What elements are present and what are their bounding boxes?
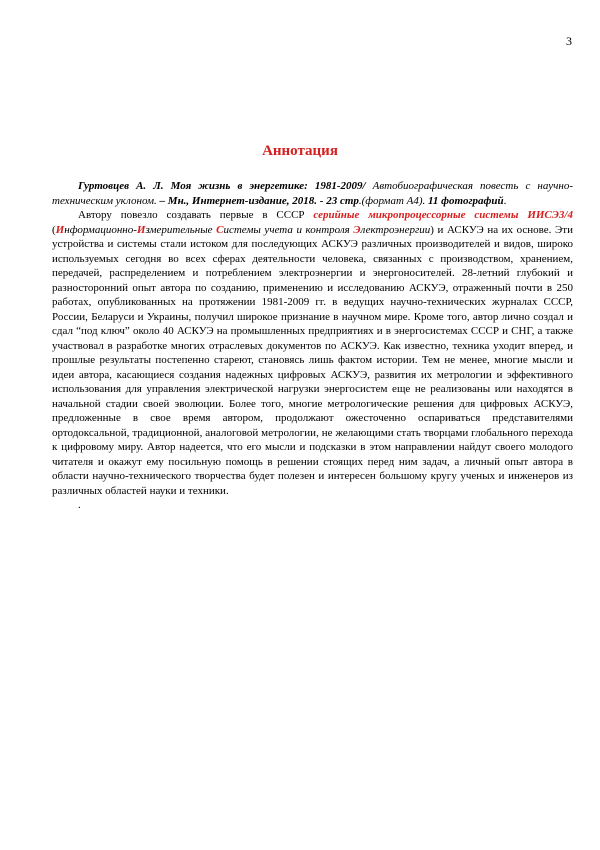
citation-subtitle: Автобиографическая повесть с научно-техническим уклоном. [52,180,573,207]
citation-photos: 11 фотографий [428,194,504,207]
abbr-letter-4: Э [353,223,361,236]
system-name-highlight: серийные микропроцессорные системы ИИСЭ3/4 [313,209,573,221]
abbr-rest-3: истемы учета и контроля [223,223,354,236]
citation-paragraph [52,179,573,208]
abbr-letter-1: И [55,223,65,236]
page-title: Аннотация [262,143,338,159]
citation-end: . [503,194,507,207]
citation-format: .(формат А4). [358,194,429,207]
abbr-letter-2: И [136,223,146,236]
abbreviation-expansion [56,224,431,236]
para-text-3: ) и АСКУЭ на их основе. Эти устройства и системы стали истоком для последующих АСКУЭ различных производителей и видов, широко используемых сегодня во всех сферах деятельности человека, связанных с производством, хранением, передачей, распределением и потреблением электроэнергии и энергоносителей. 28-летний глубокий и разносторонний опыт автора по созданию, применению и исследованию АСКУЭ, отраженный почти в 250 работах, опубликованных на протяжении 1981-2009 гг. в ведущих научно-технических журналах СССР, России, Беларуси и Украины, получил широкое признание в научном мире. Кроме того, автор лично создал и сдал “под ключ” около 40 АСКУЭ на промышленных предприятиях и в энергосистемах СССР и СНГ, а также участвовал в разработке многих отраслевых документов по АСКУЭ. Как известно, техника уходит вперед, и прошлые результаты постепенно стареют, становясь лишь фактом истории. Тем не менее, многие мысли и идеи автора, касающиеся создания надежных цифровых АСКУЭ, развития их метрологии и эффективного использования для управления электрической нагрузки энергосистем еще не реализованы или находятся в начальной стадии своей эволюции. Более того, многие метрологические решения для цифровых АСКУЭ, предложенные в свое время автором, продолжают ожесточенно оспариваться представителями ортодоксальной, традиционной, аналоговой метрологии, не желающими стать творцами глобального перехода к цифровому миру. Автор надеется, что его мысли и подсказки в этом направлении найдут своего молодого читателя и окажут ему посильную помощь в решении стоящих перед ним задач, а личный опыт автора в области научно-технического творчества будет полезен и интересен большому кругу ученых и инженеров из различных областей науки и техники. [52,223,573,497]
page-number: 3 [566,34,572,48]
para-text-1: Автору повезло создавать первые в СССР [78,209,314,221]
abbr-rest-1: нформационно- [64,223,137,236]
annotation-paragraph [52,208,573,498]
abbr-rest-4: лектроэнергии [360,223,431,236]
citation-authors-title: Гуртовцев А. Л. Моя жизнь в энергетике: 1981-2009/ [78,180,366,192]
abbr-letter-3: С [216,223,224,236]
document-body [52,179,573,513]
trailing-dot: . [78,499,81,511]
para-text-2: ( [52,223,56,236]
citation-publication: – Мн., Интернет-издание, 2018. - 23 стр [159,194,359,207]
abbr-rest-2: змерительные [145,223,217,236]
